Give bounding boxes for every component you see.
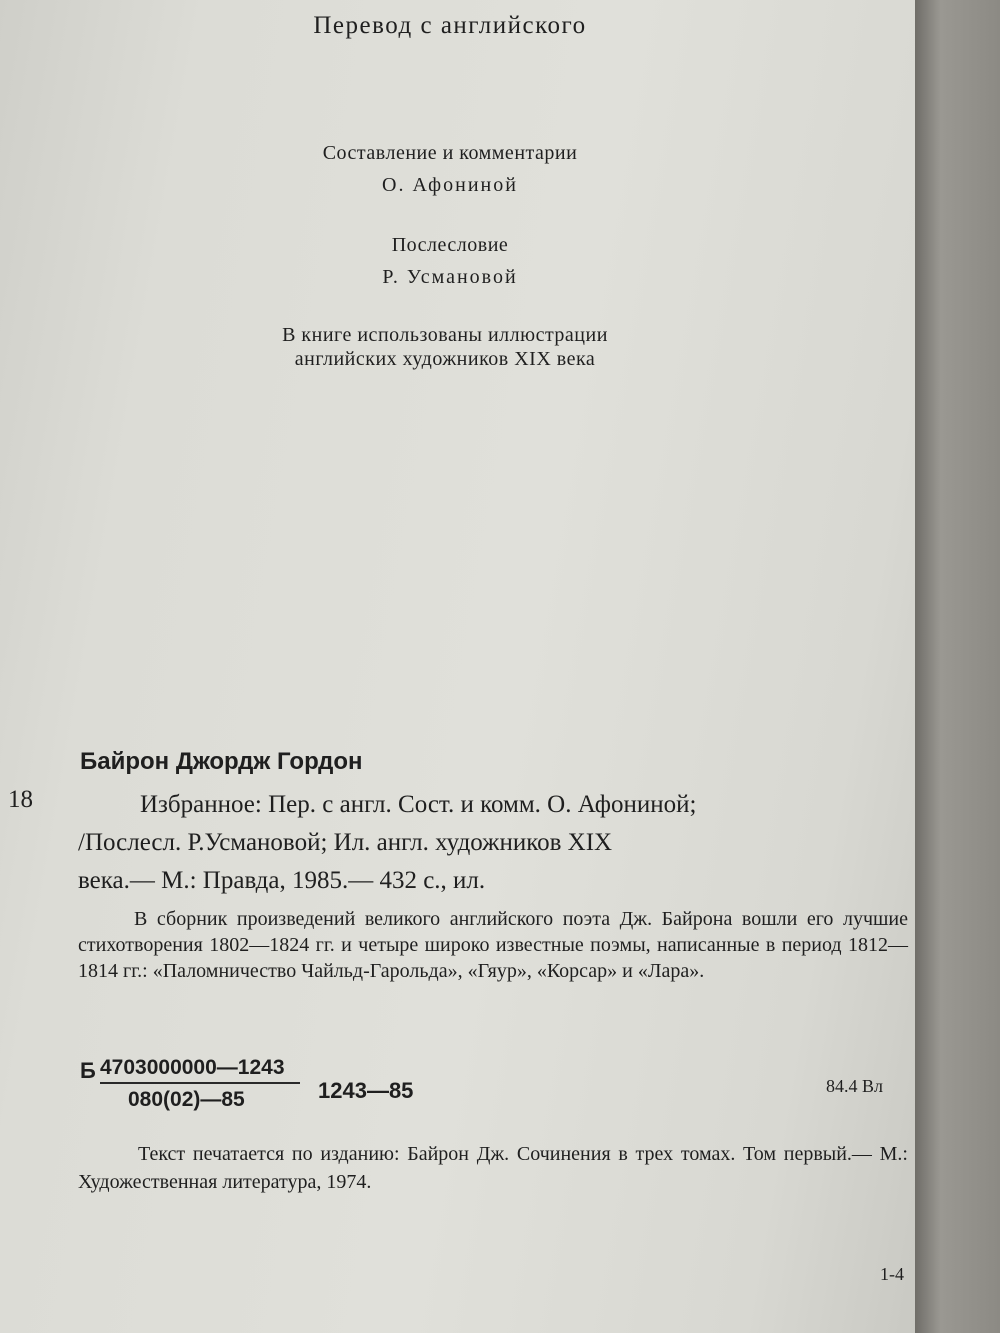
bbk-code: 84.4 Вл — [826, 1076, 883, 1096]
compilation-label: Составление и комментарии — [322, 142, 578, 164]
source-note — [78, 1140, 908, 1196]
description-line-3: века.— М.: Правда, 1985.— 432 с., ил. — [78, 867, 486, 894]
code-numerator: 4703000000—1243 — [100, 1056, 285, 1079]
afterword-author: Р. Усмановой — [382, 266, 518, 288]
code-denominator: 080(02)—85 — [128, 1088, 245, 1111]
catalog-author: Байрон Джордж Гордон — [80, 748, 363, 775]
annotation — [78, 906, 908, 984]
code-prefix: Б — [80, 1058, 96, 1083]
code-right: 1243—85 — [318, 1078, 414, 1103]
source-note-text: Текст печатается по изданию: Байрон Дж. Сочинения в трех томах. Том первый.— М.: Художественная литература, 1974. — [78, 1143, 908, 1193]
signature-mark: 1-4 — [880, 1264, 904, 1284]
page-edge-shadow — [915, 0, 1000, 1333]
description-line-2: /Послесл. Р.Усмановой; Ил. англ. художников XIX — [78, 829, 613, 856]
illustrations-line-2: английских художников XIX века — [294, 348, 596, 370]
translation-note: Перевод с английского — [313, 12, 587, 39]
afterword-label: Послесловие — [391, 234, 509, 256]
description-line-1: Избранное: Пер. с англ. Сост. и комм. О. Афониной; — [140, 791, 697, 818]
fraction-line — [100, 1082, 300, 1084]
annotation-text: В сборник произведений великого английского поэта Дж. Байрона вошли его лучшие стихотворения 1802—1824 гг. и четыре широко известные поэмы, написанные в период 1812—1814 гг.: «Паломничество Чайльд-Гарольда», «Гяур», «Корсар» и «Лара». — [78, 908, 908, 982]
illustrations-line-1: В книге использованы иллюстрации — [282, 324, 608, 346]
class-number: 18 — [8, 786, 33, 813]
compiler-name: О. Афониной — [382, 174, 518, 196]
